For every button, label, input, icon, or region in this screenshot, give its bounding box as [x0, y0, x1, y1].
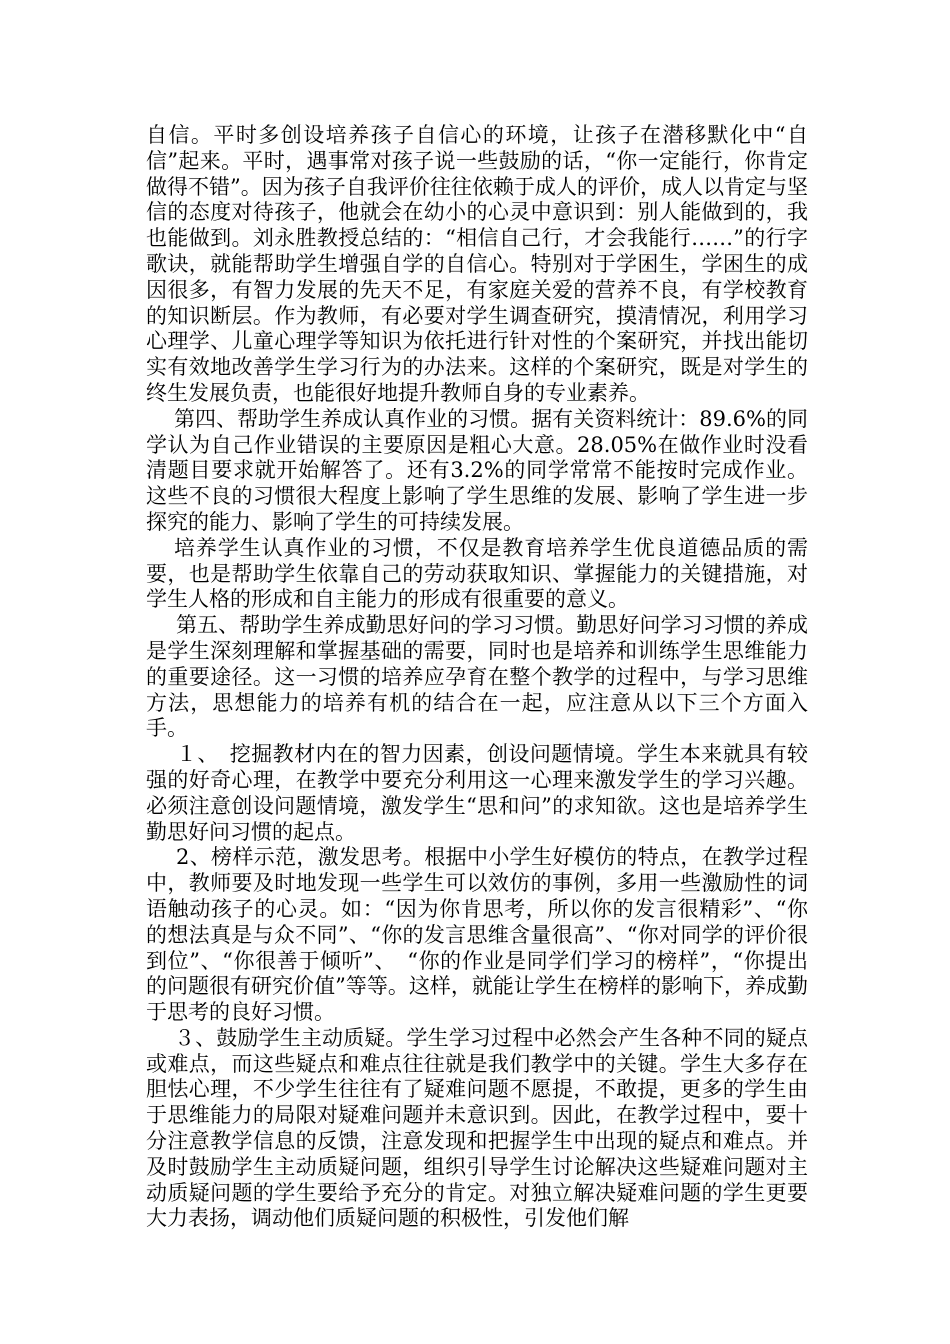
paragraph-self-confidence: 自信。平时多创设培养孩子自信心的环境，让孩子在潜移默化中“自信”起来。平时，遇事常对孩子说一些鼓励的话，“你一定能行，你肯定做得不错”。因为孩子自我评价往往依赖于成人的评价，成人以肯定与坚信的态度对待孩子，他就会在幼小的心灵中意识到：别人能做到的，我也能做到。刘永胜教授总结的：“相信自己行，才会我能行……”的行字歌诀，就能帮助学生增强自学的自信心。特别对于学困生，学困生的成因很多，有智力发展的先天不足，有家庭关爱的营养不良，有学校教育的知识断层。作为教师，有必要对学生调查研究，摸清情况，利用学习心理学、儿童心理学等知识为依托进行针对性的个案研究，并找出能切实有效地改善学生学习行为的办法来。这样的个案研究，既是对学生的终生发展负责，也能很好地提升教师自身的专业素养。: [146, 123, 808, 405]
paragraph-homework-habit: 第四、帮助学生养成认真作业的习惯。据有关资料统计：89.6%的同学认为自己作业错误的主要原因是粗心大意。28.05%在做作业时没看清题目要求就开始解答了。还有3.2%的同学常常不能按时完成作业。这些不良的习惯很大程度上影响了学生思维的发展、影响了学生进一步探究的能力、影响了学生的可持续发展。: [146, 406, 808, 534]
paragraph-item-2: 2、榜样示范，激发思考。根据中小学生好模仿的特点，在教学过程中，教师要及时地发现一些学生可以效仿的事例，多用一些激励性的词语触动孩子的心灵。如：“因为你肯思考，所以你的发言很精彩”、“你的想法真是与众不同”、“你的发言思维含量很高”、“你对同学的评价很到位”、“你很善于倾听”、 “你的作业是同学们学习的榜样”，“你提出的问题很有研究价值”等等。这样，就能让学生在榜样的影响下，养成勤于思考的良好习惯。: [146, 845, 808, 1025]
paragraph-item-3: ３、鼓励学生主动质疑。学生学习过程中必然会产生各种不同的疑点或难点，而这些疑点和难点往往就是我们教学中的关键。学生大多存在胆怯心理，不少学生往往有了疑难问题不愿提，不敢提，更多的学生由于思维能力的局限对疑难问题并未意识到。因此，在教学过程中，要十分注意教学信息的反馈，注意发现和把握学生中出现的疑点和难点。并及时鼓励学生主动质疑问题，组织引导学生讨论解决这些疑难问题对主动质疑问题的学生要给予充分的肯定。对独立解决疑难问题的学生更要大力表扬，调动他们质疑问题的积极性，引发他们解: [146, 1025, 808, 1231]
paragraph-thinking-habit: 第五、帮助学生养成勤思好问的学习习惯。勤思好问学习习惯的养成是学生深刻理解和掌握基础的需要，同时也是培养和训练学生思维能力的重要途径。这一习惯的培养应孕育在整个教学的过程中，与学习思维方法，思想能力的培养有机的结合在一起，应注意从以下三个方面入手。: [146, 613, 808, 741]
paragraph-homework-importance: 培养学生认真作业的习惯，不仅是教育培养学生优良道德品质的需要，也是帮助学生依靠自己的劳动获取知识、掌握能力的关键措施，对学生人格的形成和自主能力的形成有很重要的意义。: [146, 535, 808, 612]
paragraph-item-1: １、 挖掘教材内在的智力因素，创设问题情境。学生本来就具有较强的好奇心理，在教学中要充分利用这一心理来激发学生的学习兴趣。必须注意创设问题情境，激发学生“思和问”的求知欲。这也是培养学生勤思好问习惯的起点。: [146, 742, 808, 844]
document-body: [146, 123, 808, 1232]
